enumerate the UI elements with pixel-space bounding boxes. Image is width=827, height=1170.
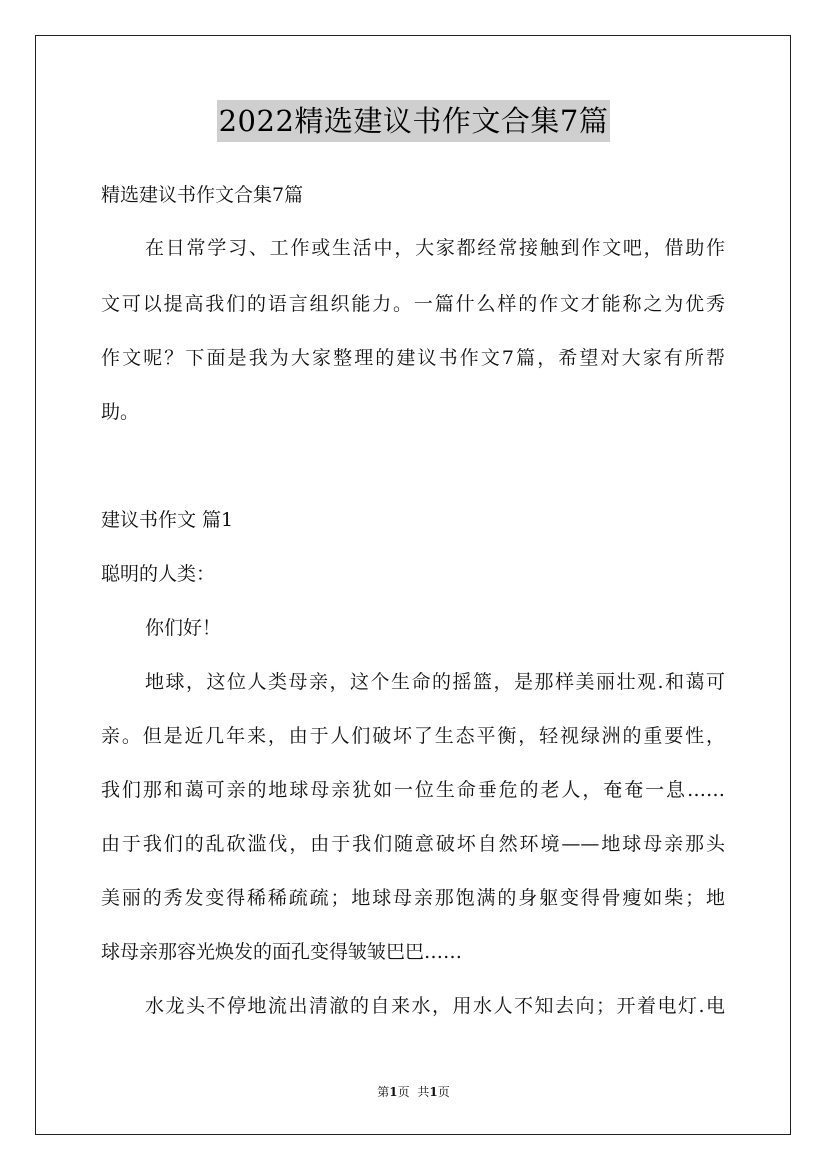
intro-line-1: 在日常学习、工作或生活中，大家都经常接触到作文吧，借助作 — [145, 237, 725, 259]
subtitle: 精选建议书作文合集7篇 — [101, 184, 304, 206]
para2-line-1: 水龙头不停地流出清澈的自来水，用水人不知去向；开着电灯.电 — [145, 995, 725, 1017]
intro-line-3: 作文呢？下面是我为大家整理的建议书作文7篇，希望对大家有所帮 — [101, 347, 725, 369]
intro-line-2: 文可以提高我们的语言组织能力。一篇什么样的作文才能称之为优秀 — [101, 293, 725, 315]
intro-line-4: 助。 — [101, 401, 140, 423]
salutation: 聪明的人类： — [101, 563, 216, 585]
para1-line-3: 我们那和蔼可亲的地球母亲犹如一位生命垂危的老人，奄奄一息…… — [101, 779, 725, 801]
para1-line-4: 由于我们的乱砍滥伐，由于我们随意破坏自然环境——地球母亲那头 — [101, 833, 725, 855]
para1-line-5: 美丽的秀发变得稀稀疏疏；地球母亲那饱满的身躯变得骨瘦如柴；地 — [101, 887, 725, 909]
greeting: 你们好！ — [145, 617, 222, 639]
page-number: 1 — [389, 1085, 398, 1099]
page-label: 第 — [377, 1085, 390, 1099]
page-footer — [0, 1084, 827, 1100]
title-container — [0, 100, 827, 142]
document-title: 2022精选建议书作文合集7篇 — [217, 100, 611, 142]
page-suffix: 页 — [397, 1085, 410, 1099]
section-heading: 建议书作文 篇1 — [101, 509, 234, 531]
total-suffix: 页 — [437, 1085, 450, 1099]
para1-line-2: 亲。但是近几年来，由于人们破坏了生态平衡，轻视绿洲的重要性， — [101, 725, 725, 747]
total-pages: 1 — [429, 1085, 438, 1099]
para1-line-6: 球母亲那容光焕发的面孔变得皱皱巴巴…… — [101, 941, 463, 963]
total-label: 共 — [417, 1085, 430, 1099]
para1-line-1: 地球，这位人类母亲，这个生命的摇篮，是那样美丽壮观.和蔼可 — [145, 671, 725, 693]
